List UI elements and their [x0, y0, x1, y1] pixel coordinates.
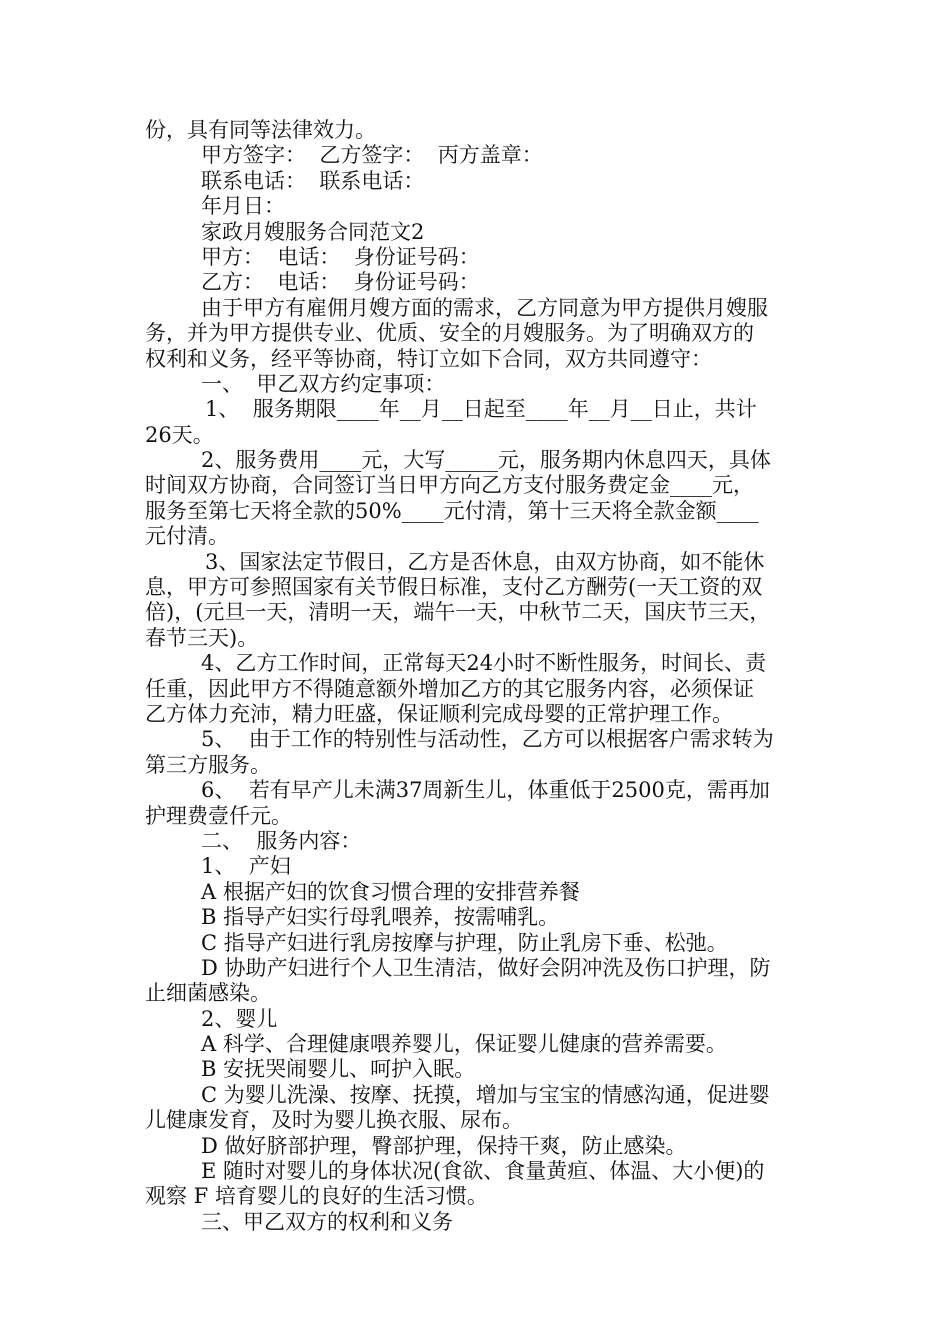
document-line: D 做好脐部护理，臀部护理，保持干爽，防止感染。: [201, 1133, 687, 1158]
document-line: 甲方签字： 乙方签字： 丙方盖章：: [201, 143, 543, 168]
document-line: 3、国家法定节假日，乙方是否休息，由双方协商，如不能休: [205, 549, 765, 574]
document-line: 2、婴儿: [201, 1006, 278, 1031]
document-line: 务，并为甲方提供专业、优质、安全的月嫂服务。为了明确双方的: [145, 321, 754, 346]
document-line: 乙方： 电话： 身份证号码：: [201, 270, 480, 295]
document-line: B 指导产妇实行母乳喂养，按需哺乳。: [201, 905, 560, 930]
document-line: 二、 服务内容：: [201, 828, 362, 853]
document-line: E 随时对婴儿的身体状况(食欲、食量黄疸、体温、大小便)的: [201, 1159, 765, 1184]
document-line: 春节三天)。: [145, 625, 259, 650]
document-line: 第三方服务。: [145, 752, 271, 777]
document-line: B 安抚哭闹婴儿、呵护入眠。: [201, 1057, 476, 1082]
document-line: 26天。: [145, 422, 214, 447]
document-line: 联系电话： 联系电话：: [201, 168, 425, 193]
document-line: 服务至第七天将全款的50%____元付清，第十三天将全款金额____: [145, 498, 759, 523]
document-line: C 指导产妇进行乳房按摩与护理，防止乳房下垂、松弛。: [201, 930, 728, 955]
document-line: 1、 服务期限____年__月__日起至____年__月__日止，共计: [205, 397, 757, 422]
document-line: A 科学、合理健康喂养婴儿，保证婴儿健康的营养需要。: [201, 1032, 727, 1057]
document-line: 任重，因此甲方不得随意额外增加乙方的其它服务内容，必须保证: [145, 676, 754, 701]
document-line: 年月日：: [201, 194, 285, 219]
document-line: 倍)，(元旦一天，清明一天，端午一天，中秋节二天，国庆节三天，: [145, 600, 771, 625]
document-line: C 为婴儿洗澡、按摩、抚摸，增加与宝宝的情感沟通，促进婴: [201, 1082, 770, 1107]
document-line: 权利和义务，经平等协商，特订立如下合同，双方共同遵守：: [145, 346, 712, 371]
document-line: 由于甲方有雇佣月嫂方面的需求，乙方同意为甲方提供月嫂服: [201, 295, 768, 320]
document-line: 6、 若有早产儿未满37周新生儿，体重低于2500克，需再加: [201, 778, 770, 803]
document-line: 三、甲乙双方的权利和义务: [201, 1209, 453, 1234]
document-line: 乙方体力充沛，精力旺盛，保证顺利完成母婴的正常护理工作。: [145, 701, 733, 726]
document-line: 元付清。: [145, 524, 229, 549]
document-line: 份，具有同等法律效力。: [145, 118, 376, 142]
document-line: 观察 F 培育婴儿的良好的生活习惯。: [145, 1184, 488, 1209]
document-line: 时间双方协商，合同签订当日甲方向乙方支付服务费定金____元，: [145, 473, 754, 498]
document-line: 4、乙方工作时间，正常每天24小时不断性服务，时间长、责: [201, 651, 767, 676]
document-line: 止细菌感染。: [145, 981, 271, 1006]
document-line: 2、服务费用____元，大写_____元，服务期内休息四天，具体: [201, 448, 771, 473]
document-line: 甲方： 电话： 身份证号码：: [201, 244, 480, 269]
document-line: 息，甲方可参照国家有关节假日标准，支付乙方酬劳(一天工资的双: [145, 575, 763, 600]
document-line: 护理费壹仟元。: [145, 803, 292, 828]
document-line: A 根据产妇的饮食习惯合理的安排营养餐: [201, 879, 580, 904]
document-line: 家政月嫂服务合同范文2: [201, 219, 425, 244]
document-page: [145, 118, 815, 1235]
document-line: 一、 甲乙双方约定事项：: [201, 371, 446, 396]
document-line: 5、 由于工作的特别性与活动性，乙方可以根据客户需求转为: [201, 727, 774, 752]
document-line: 1、 产妇: [201, 854, 291, 879]
document-line: 儿健康发育，及时为婴儿换衣服、尿布。: [145, 1108, 523, 1133]
document-line: D 协助产妇进行个人卫生清洁，做好会阴冲洗及伤口护理，防: [201, 955, 771, 980]
